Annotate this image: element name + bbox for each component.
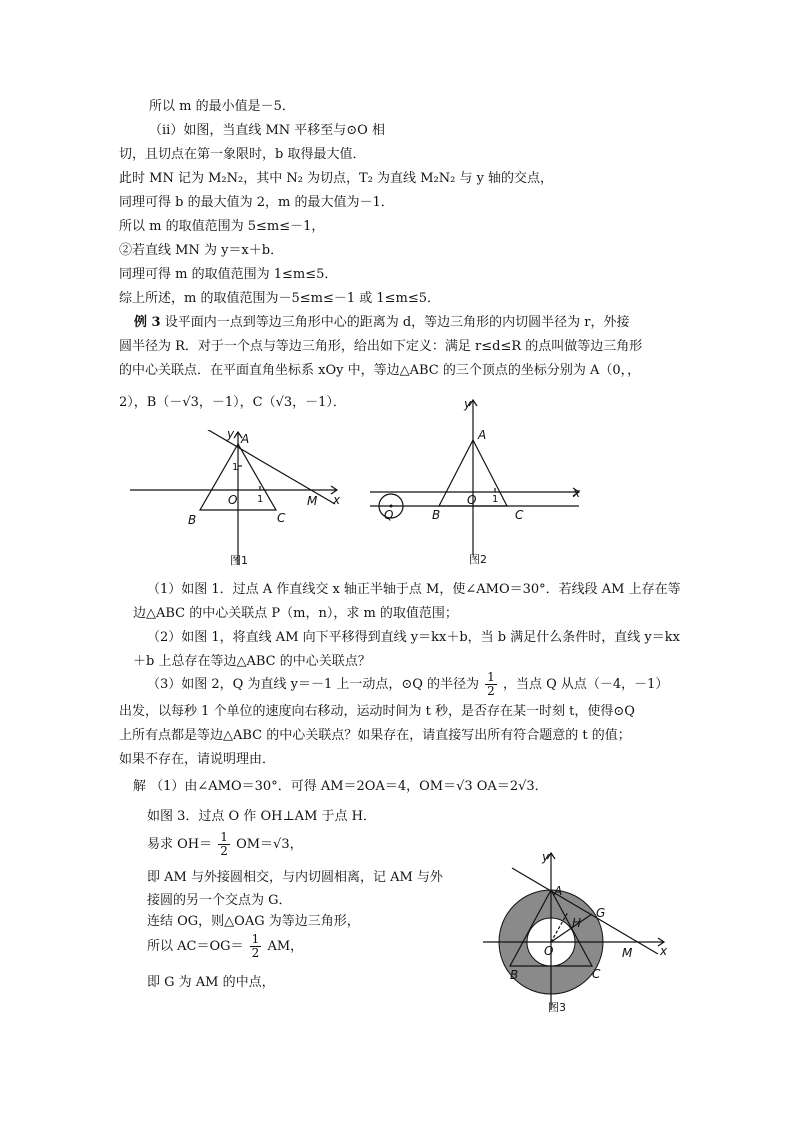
example-text-2: 圆半径为 R．对于一个点与等边三角形，给出如下定义：满足 r≤d≤R 的点叫做等边三角形	[119, 339, 643, 354]
text-line-9: 综上所述，m 的取值范围为－5≤m≤－1 或 1≤m≤5．	[119, 291, 441, 306]
fig3-caption: 图3	[548, 1001, 566, 1014]
text-line-5: 同理可得 b 的最大值为 2，m 的最大值为－1．	[119, 195, 394, 210]
example-paragraph-1	[134, 315, 630, 331]
question-3-fraction-num: 1	[487, 670, 495, 684]
solution-7-pre: 所以 AC＝OG＝	[147, 939, 244, 954]
fig2-label-A: A	[478, 428, 487, 442]
fig2-label-Q: Q	[384, 508, 394, 522]
fig1-label-C: C	[277, 511, 286, 525]
question-3-line-2: 出发，以每秒 1 个单位的速度向右移动，运动时间为 t 秒，是否存在某一时刻 t，使得⊙Q	[119, 704, 635, 719]
fig3-label-x: x	[660, 944, 668, 958]
fig1-caption: 图1	[230, 554, 248, 567]
figure-1	[125, 430, 345, 575]
solution-3-fraction-den: 2	[220, 844, 228, 858]
fig1-label-one-x: 1	[257, 494, 264, 505]
fig1-label-one-y: 1	[232, 462, 239, 473]
solution-line-2: 如图 3．过点 O 作 OH⊥AM 于点 H．	[147, 809, 376, 824]
question-3-fraction-den: 2	[487, 684, 495, 698]
fig3-label-C: C	[592, 967, 601, 981]
fig1-label-O: O	[228, 493, 238, 507]
fig1-label-B: B	[188, 513, 197, 527]
solution-3-pre: 易求 OH＝	[147, 837, 213, 852]
question-3-line-4: 如果不存在，请说明理由．	[119, 752, 276, 767]
fig1-label-x: x	[333, 493, 341, 507]
fig2-label-B: B	[432, 508, 441, 522]
question-3-line-3: 上所有点都是等边△ABC 的中心关联点？如果存在，请直接写出所有符合题意的 t 的值；	[119, 728, 631, 743]
example-text-1: 设平面内一点到等边三角形中心的距离为 d，等边三角形的内切圆半径为 r，外接	[164, 315, 630, 330]
text-line-3: 切，且切点在第一象限时，b 取得最大值．	[119, 147, 366, 162]
fig2-label-x: x	[573, 486, 581, 500]
text-line-1: 所以 m 的最小值是－5．	[149, 99, 295, 114]
solution-line-8: 即 G 为 AM 的中点，	[147, 975, 275, 990]
question-1-line-1: （1）如图 1．过点 A 作直线交 x 轴正半轴于点 M，使∠AMO＝30°．若线段 AM 上存在等	[147, 582, 681, 597]
fig1-label-y: y	[227, 430, 235, 441]
fig3-label-B: B	[510, 968, 519, 982]
example-label: 例 3	[134, 315, 161, 330]
question-3-line-1	[147, 670, 668, 700]
solution-line-6: 连结 OG，则△OAG 为等边三角形，	[147, 914, 360, 929]
text-line-4: 此时 MN 记为 M₂N₂，其中 N₂ 为切点，T₂ 为直线 M₂N₂ 与 y 轴的交点，	[119, 171, 554, 186]
fig2-label-O: O	[467, 493, 477, 507]
fig2-label-C: C	[515, 508, 524, 522]
fig3-label-G: G	[596, 906, 606, 920]
question-2-line-1: （2）如图 1，将直线 AM 向下平移得到直线 y＝kx＋b，当 b 满足什么条件时，直线 y＝kx	[147, 630, 680, 645]
text-line-2: （ii）如图，当直线 MN 平移至与⊙O 相	[149, 123, 385, 138]
question-3-post: ，当点 Q 从点（－4，－1）	[502, 677, 669, 692]
question-2-line-2: ＋b 上总存在等边△ABC 的中心关联点？	[133, 654, 371, 669]
solution-7-post: AM，	[267, 939, 304, 954]
fig1-label-M: M	[307, 494, 318, 508]
fig3-label-H: H	[572, 916, 582, 930]
fig3-label-M: M	[622, 946, 633, 960]
question-3-fraction	[485, 671, 497, 698]
solution-line-7	[147, 932, 303, 962]
figure-2	[365, 395, 585, 575]
fig2-label-one-x: 1	[492, 494, 499, 505]
text-line-8: 同理可得 m 的取值范围为 1≤m≤5．	[119, 267, 338, 282]
solution-7-fraction-num: 1	[251, 932, 260, 946]
example-text-3: 的中心关联点．在平面直角坐标系 xOy 中，等边△ABC 的三个顶点的坐标分别为 A（0，，	[119, 363, 641, 378]
question-3-pre: （3）如图 2，Q 为直线 y＝－1 上一动点，⊙Q 的半径为	[147, 677, 480, 692]
solution-3-fraction	[218, 831, 230, 858]
fig1-label-A: A	[241, 432, 250, 446]
solution-7-fraction	[250, 933, 262, 960]
figure-3	[478, 845, 678, 1020]
text-line-6: 所以 m 的取值范围为 5≤m≤－1，	[119, 219, 325, 234]
text-line-7: ②若直线 MN 为 y＝x＋b．	[119, 243, 284, 258]
solution-3-fraction-num: 1	[220, 830, 228, 844]
fig3-label-A: A	[554, 884, 563, 898]
fig2-caption: 图2	[469, 553, 487, 566]
example-text-4: 2），B（－√3，－1），C（√3，－1）．	[119, 395, 346, 410]
solution-3-post: OM＝√3，	[236, 837, 303, 852]
solution-line-5: 接圆的另一个交点为 G．	[147, 893, 292, 908]
solution-7-fraction-den: 2	[251, 946, 260, 960]
fig3-label-y: y	[542, 850, 550, 864]
fig3-label-O: O	[544, 944, 554, 958]
solution-line-4: 即 AM 与外接圆相交，与内切圆相离，记 AM 与外	[147, 870, 443, 885]
solution-line-1: 解 （1）由∠AMO＝30°．可得 AM＝2OA＝4，OM＝√3 OA＝2√3．	[133, 779, 548, 794]
fig2-label-y: y	[464, 397, 472, 411]
question-1-line-2: 边△ABC 的中心关联点 P（m，n），求 m 的取值范围；	[133, 606, 458, 621]
solution-line-3	[147, 830, 303, 860]
